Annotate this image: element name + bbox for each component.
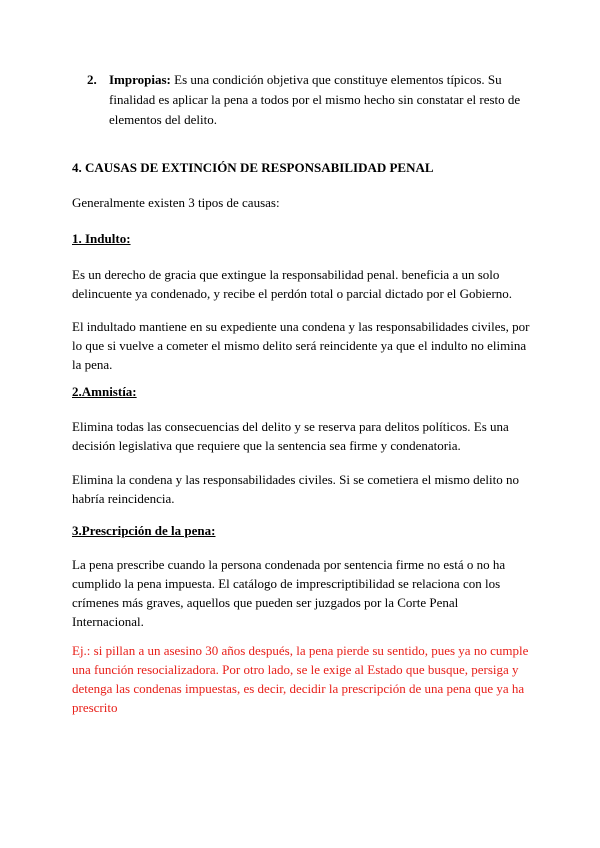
list-item-content bbox=[109, 70, 537, 130]
list-item-text: Es una condición objetiva que constituye elementos típicos. Su finalidad es aplicar la pena a todos por el mismo hecho sin constatar el resto de elementos del delito. bbox=[109, 72, 521, 127]
list-item-term: Impropias: bbox=[109, 72, 171, 87]
section-heading: 4. CAUSAS DE EXTINCIÓN DE RESPONSABILIDAD PENAL bbox=[72, 160, 434, 175]
list-item-impropias bbox=[87, 70, 537, 130]
amnistia-paragraph-1: Elimina todas las consecuencias del delito y se reserva para delitos políticos. Es una decisión legislativa que requiere que la sentencia sea firme y condenatoria. bbox=[72, 419, 509, 453]
prescripcion-paragraph-1: La pena prescribe cuando la persona condenada por sentencia firme no está o no ha cumplido la pena impuesta. El catálogo de imprescriptibilidad se relaciona con los crímenes más graves, aquellos que pueden ser juzgados por la Corte Penal Internacional. bbox=[72, 557, 506, 629]
indulto-heading: 1. Indulto: bbox=[72, 231, 131, 246]
list-number: 2. bbox=[87, 72, 97, 87]
indulto-paragraph-1: Es un derecho de gracia que extingue la responsabilidad penal. beneficia a un solo delincuente ya condenado, y recibe el perdón total o parcial dictado por el Gobierno. bbox=[72, 267, 513, 301]
intro-text: Generalmente existen 3 tipos de causas: bbox=[72, 195, 280, 210]
prescripcion-example: Ej.: si pillan a un asesino 30 años después, la pena pierde su sentido, pues ya no cumple una función resocializadora. Por otro lado, se le exige al Estado que busque, persiga y detenga las condenas impuestas, es decir, decidir la prescripción de una pena que ya ha prescrito bbox=[72, 643, 529, 715]
amnistia-paragraph-2: Elimina la condena y las responsabilidades civiles. Si se cometiera el mismo delito no habría reincidencia. bbox=[72, 472, 519, 506]
indulto-paragraph-2: El indultado mantiene en su expediente una condena y las responsabilidades civiles, por lo que si vuelve a cometer el mismo delito será reincidente ya que el indulto no elimina la pena. bbox=[72, 319, 530, 372]
amnistia-heading: 2.Amnistía: bbox=[72, 384, 137, 399]
prescripcion-heading: 3.Prescripción de la pena: bbox=[72, 523, 216, 538]
